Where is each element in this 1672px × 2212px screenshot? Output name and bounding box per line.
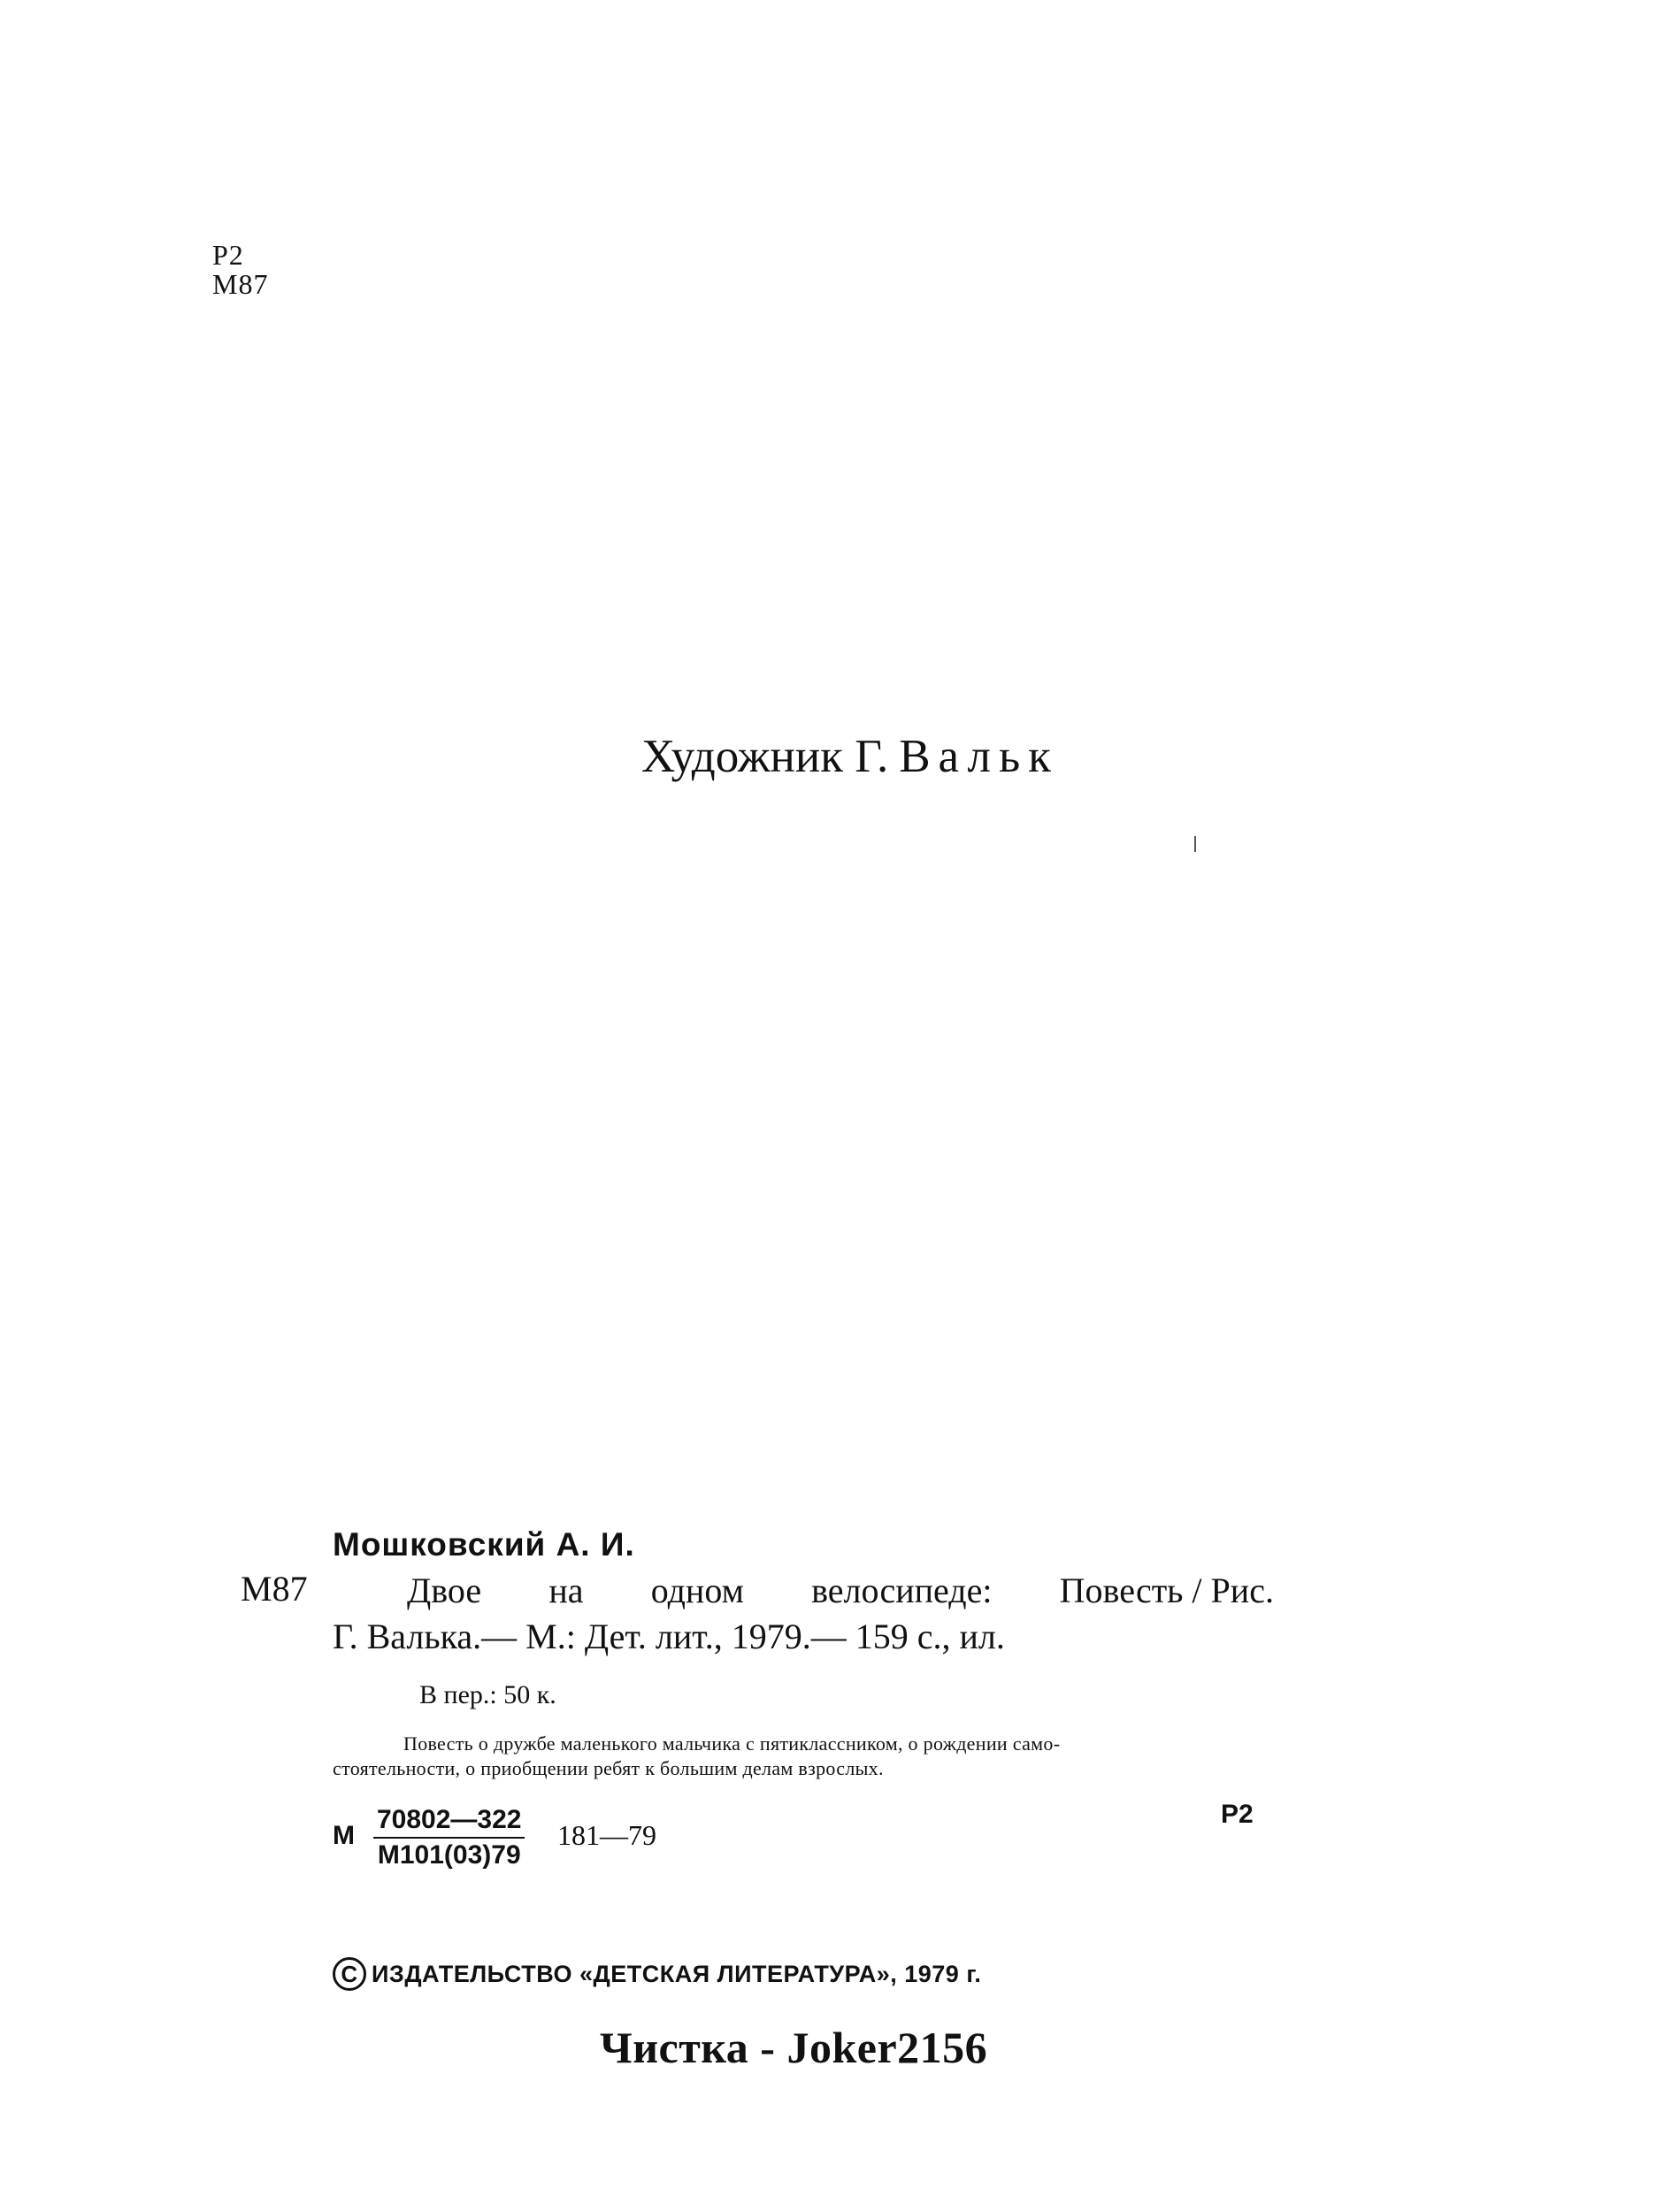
scan-artifact-mark <box>1194 836 1196 852</box>
copyright-icon: С <box>333 1957 366 1991</box>
record-title-word: велосипеде: <box>811 1571 993 1610</box>
author-mark-top: М87 <box>212 268 269 300</box>
index-fraction <box>373 1805 525 1870</box>
record-annotation <box>333 1732 1262 1781</box>
scan-credit: Чистка - Joker2156 <box>600 2023 988 2072</box>
annotation-line: Повесть о дружбе маленького мальчика с пятиклассником, о рождении само- <box>403 1732 1061 1755</box>
annotation-line: стоятельности, о приобщении ребят к большим делам взрослых. <box>333 1757 884 1779</box>
illustrator-credit <box>641 730 1059 783</box>
record-price: В пер.: 50 к. <box>419 1680 556 1709</box>
index-numerator: 70802—322 <box>373 1805 525 1839</box>
classification-code-bottom: Р2 <box>1221 1800 1254 1829</box>
index-suffix: 181—79 <box>557 1819 656 1851</box>
index-prefix: М <box>333 1821 355 1850</box>
copyright-line <box>333 1957 981 1991</box>
record-author: Мошковский А. И. <box>333 1526 635 1563</box>
illustrator-role: Художник <box>641 731 844 782</box>
record-title-word: Повесть / Рис. <box>1059 1571 1274 1610</box>
record-cipher: М87 <box>241 1569 308 1609</box>
index-denominator: М101(03)79 <box>377 1840 521 1870</box>
record-title-word: Двое <box>407 1571 482 1610</box>
copyright-text: ИЗДАТЕЛЬСТВО «ДЕТСКАЯ ЛИТЕРАТУРА», 1979 г. <box>372 1960 982 1987</box>
record-imprint-line: Г. Валька.— М.: Дет. лит., 1979.— 159 с., ил. <box>333 1617 1005 1656</box>
record-title-line <box>407 1570 1274 1611</box>
illustrator-initial: Г. <box>855 731 889 782</box>
classification-code-top: Р2 <box>212 239 244 271</box>
record-title-word: одном <box>650 1571 744 1610</box>
illustrator-name: Вальк <box>899 731 1059 782</box>
record-title-word: на <box>548 1571 584 1610</box>
